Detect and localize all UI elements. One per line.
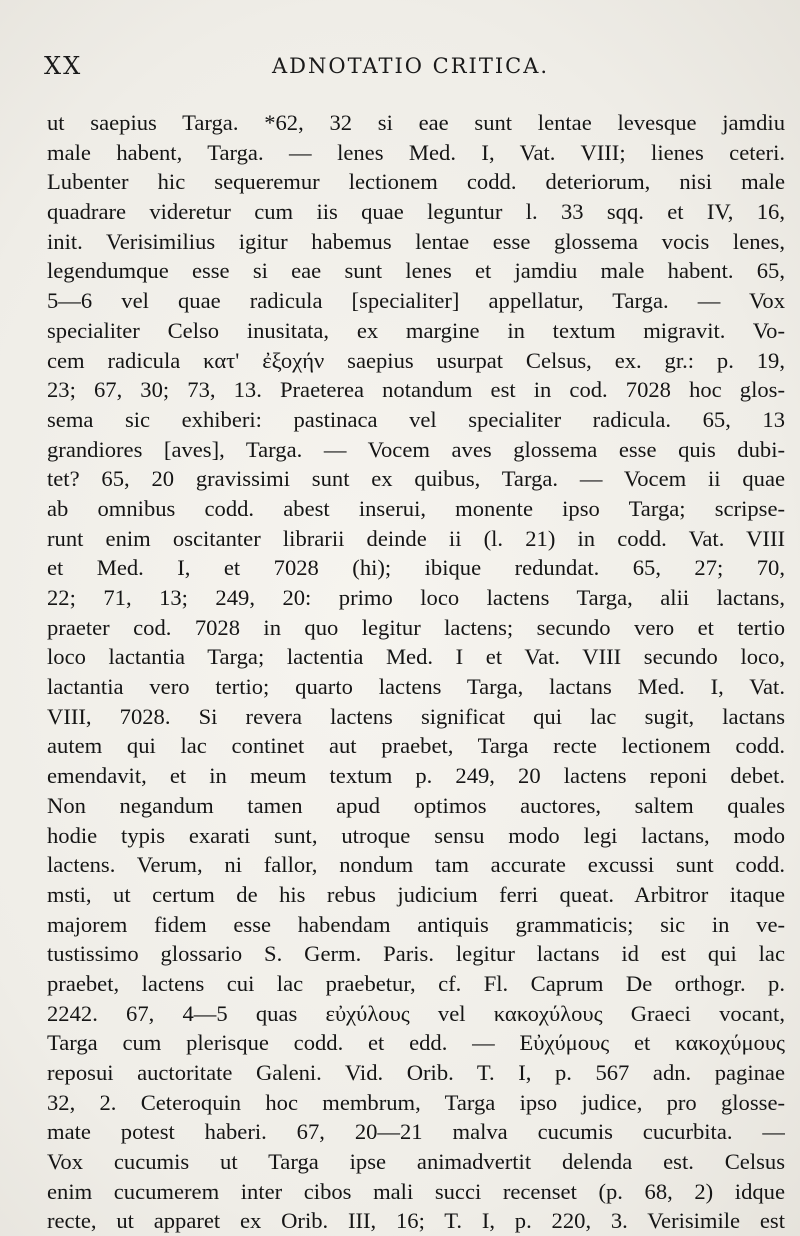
text-line: 5—6 vel quae radicula [specialiter] appellatur, Targa. — Vox bbox=[47, 288, 785, 314]
text-line: majorem fidem esse habendam antiquis grammaticis; sic in ve- bbox=[47, 911, 785, 937]
text-line: 22; 71, 13; 249, 20: primo loco lactens Targa, alii lactans, bbox=[47, 585, 785, 610]
text-line: runt enim oscitanter librarii deinde ii (l. 21) in codd. Vat. VIII bbox=[47, 525, 785, 551]
text-line: VIII, 7028. Si revera lactens significat qui lac sugit, lactans bbox=[47, 703, 785, 729]
text-line: sema sic exhiberi: pastinaca vel specialiter radicula. 65, 13 bbox=[47, 406, 785, 432]
text-line: praebet, lactens cui lac praebetur, cf. Fl. Caprum De orthogr. p. bbox=[47, 970, 785, 996]
text-line: male habent, Targa. — lenes Med. I, Vat. VIII; lienes ceteri. bbox=[47, 139, 785, 165]
text-line: 32, 2. Ceteroquin hoc membrum, Targa ipso judice, pro glosse- bbox=[47, 1089, 785, 1115]
text-line: reposui auctoritate Galeni. Vid. Orib. T. I, p. 567 adn. paginae bbox=[47, 1060, 785, 1085]
text-line: 23; 67, 30; 73, 13. Praeterea notandum est in cod. 7028 hoc glos- bbox=[47, 377, 785, 403]
text-line: ab omnibus codd. abest inserui, monente ipso Targa; scripse- bbox=[47, 495, 785, 521]
text-line: quadrare videretur cum iis quae leguntur l. 33 sqq. et IV, 16, bbox=[47, 199, 785, 225]
text-line: init. Verisimilius igitur habemus lentae esse glossema vocis lenes, bbox=[47, 228, 785, 254]
text-line: et Med. I, et 7028 (hi); ibique redundat. 65, 27; 70, bbox=[47, 555, 785, 581]
text-line: Non negandum tamen apud optimos auctores, saltem quales bbox=[47, 792, 785, 818]
text-line: grandiores [aves], Targa. — Vocem aves glossema esse quis dubi- bbox=[47, 436, 785, 462]
text-line: mate potest haberi. 67, 20—21 malva cucumis cucurbita. — bbox=[47, 1119, 785, 1145]
text-line: tustissimo glossario S. Germ. Paris. legitur lactans id est qui lac bbox=[47, 941, 785, 967]
text-line: Targa cum plerisque codd. et edd. — Εὐχύμους et κακοχύμους bbox=[47, 1030, 785, 1056]
text-line: emendavit, et in meum textum p. 249, 20 lactens reponi debet. bbox=[47, 763, 785, 789]
running-title: ADNOTATIO CRITICA. bbox=[272, 54, 550, 78]
text-line: loco lactantia Targa; lactentia Med. I et Vat. VIII secundo loco, bbox=[47, 644, 785, 670]
text-line: lactantia vero tertio; quarto lactens Targa, lactans Med. I, Vat. bbox=[47, 674, 785, 700]
text-line: specialiter Celso inusitata, ex margine in textum migravit. Vo- bbox=[47, 317, 785, 343]
text-line: msti, ut certum de his rebus judicium ferri queat. Arbitror itaque bbox=[47, 881, 785, 907]
page-header bbox=[44, 52, 760, 86]
text-line: legendumque esse si eae sunt lenes et jamdiu male habent. 65, bbox=[47, 258, 785, 284]
text-line: Lubenter hic sequeremur lectionem codd. deteriorum, nisi male bbox=[47, 169, 785, 195]
text-line: cem radicula κατ' ἐξοχήν saepius usurpat Celsus, ex. gr.: p. 19, bbox=[47, 347, 785, 373]
text-line: tet? 65, 20 gravissimi sunt ex quibus, Targa. — Vocem ii quae bbox=[47, 466, 785, 492]
text-line: lactens. Verum, ni fallor, nondum tam accurate excussi sunt codd. bbox=[47, 852, 785, 878]
text-line: Vox cucumis ut Targa ipse animadvertit delenda est. Celsus bbox=[47, 1149, 785, 1175]
text-line: hodie typis exarati sunt, utroque sensu modo legi lactans, modo bbox=[47, 822, 785, 848]
text-line: 2242. 67, 4—5 quas εὐχύλους vel κακοχύλους Graeci vocant, bbox=[47, 1000, 785, 1026]
text-line: enim cucumerem inter cibos mali succi recenset (p. 68, 2) idque bbox=[47, 1178, 785, 1204]
text-line: ut saepius Targa. *62, 32 si eae sunt lentae levesque jamdiu bbox=[47, 110, 785, 135]
body-text bbox=[47, 108, 785, 1236]
text-line: autem qui lac continet aut praebet, Targa recte lectionem codd. bbox=[47, 733, 785, 759]
text-line: recte, ut apparet ex Orib. III, 16; T. I, p. 220, 3. Verisimile est bbox=[47, 1208, 785, 1234]
text-line: praeter cod. 7028 in quo legitur lactens; secundo vero et tertio bbox=[47, 614, 785, 640]
page-number: XX bbox=[44, 52, 83, 80]
